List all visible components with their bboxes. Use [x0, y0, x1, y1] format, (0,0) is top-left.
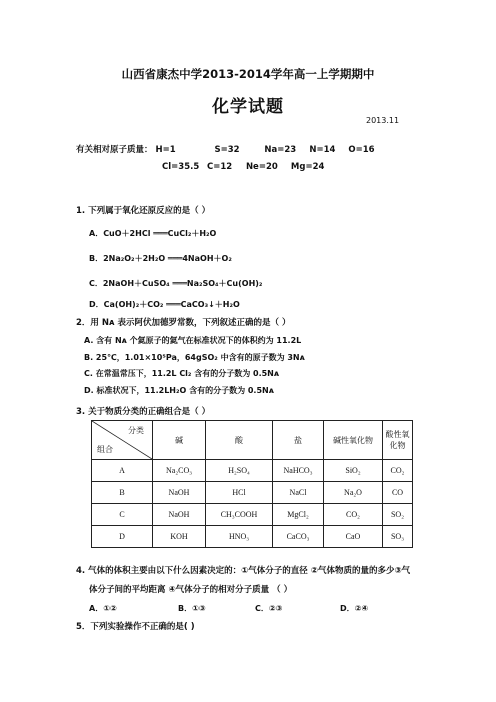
- table-cell: HCl: [206, 482, 273, 504]
- table-cell: CaO: [324, 526, 383, 548]
- mass-o: O=16: [348, 145, 375, 155]
- q2-option-d: D. 标准状况下，11.2LH₂O 含有的分子数为 0.5Nᴀ: [84, 386, 274, 395]
- table-row: [92, 504, 413, 526]
- row-label: C: [92, 504, 153, 526]
- table-cell: CH₃COOH: [206, 504, 273, 526]
- q4-option-b: B．①③: [178, 604, 206, 613]
- atomic-masses-row-2: [162, 162, 324, 172]
- table-cell: HNO₃: [206, 526, 273, 548]
- mass-mg: Mg=24: [290, 162, 325, 172]
- mass-c: C=12: [206, 162, 233, 172]
- classification-table: [91, 420, 413, 548]
- q4-stem-line-1: 4. 气体的体积主要由以下什么因素决定的：①气体分子的直径 ②气体物质的量的多少③气: [76, 566, 411, 576]
- q2-stem: 2．用 Nᴀ 表示阿伏加德罗常数，下列叙述正确的是（ ）: [76, 318, 291, 328]
- table-cell: MgCl₂: [273, 504, 324, 526]
- q2-option-c: C. 在常温常压下，11.2L Cl₂ 含有的分子数为 0.5Nᴀ: [84, 369, 280, 378]
- row-label: D: [92, 526, 153, 548]
- mass-na: Na=23: [264, 145, 297, 155]
- q4-option-c: C．②③: [255, 604, 283, 613]
- q4-stem-line-2: 体分子间的平均距离 ④气体分子的相对分子质量 （ ）: [89, 585, 293, 595]
- table-cell: SO₃: [383, 526, 413, 548]
- table-corner-cell: [92, 421, 153, 460]
- q2-option-b: B. 25℃，1.01×10⁵Pa，64gSO₂ 中含有的原子数为 3Nᴀ: [84, 353, 305, 362]
- col-header-salt: 盐: [273, 421, 324, 460]
- table-cell: CO₂: [324, 504, 383, 526]
- row-label: A: [92, 460, 153, 482]
- table-header-row: [92, 421, 413, 460]
- q1-option-a: A．CuO＋2HCl ═══CuCl₂＋H₂O: [89, 229, 217, 238]
- table-row: [92, 482, 413, 504]
- col-header-basic-oxide: 碱性氧化物: [324, 421, 383, 460]
- atomic-masses-row-1: [76, 143, 375, 155]
- table-cell: Na₂O: [324, 482, 383, 504]
- q5-stem: 5．下列实验操作不正确的是( ): [76, 622, 195, 632]
- table-cell: SiO₂: [324, 460, 383, 482]
- exam-date: 2013.11: [366, 116, 400, 125]
- table-row: [92, 460, 413, 482]
- table-cell: NaHCO₃: [273, 460, 324, 482]
- table-cell: SO₂: [383, 504, 413, 526]
- table-cell: CO₂: [383, 460, 413, 482]
- q3-stem: 3. 关于物质分类的正确组合是（ ）: [76, 407, 211, 417]
- table-cell: KOH: [153, 526, 206, 548]
- table-cell: NaCl: [273, 482, 324, 504]
- school-title: 山西省康杰中学2013-2014学年高一上学期期中: [121, 67, 375, 81]
- table-cell: NaOH: [153, 482, 206, 504]
- table-row: [92, 526, 413, 548]
- q1-option-b: B．2Na₂O₂＋2H₂O ═══4NaOH＋O₂: [89, 254, 232, 263]
- table-cell: Na₂CO₃: [153, 460, 206, 482]
- q1-option-c: C．2NaOH＋CuSO₄ ═══Na₂SO₄＋Cu(OH)₂: [89, 279, 263, 288]
- mass-n: N=14: [309, 145, 336, 155]
- col-header-base: 碱: [153, 421, 206, 460]
- q1-stem: 1. 下列属于氧化还原反应的是（ ）: [76, 206, 211, 216]
- corner-label-bottom: 组合: [97, 445, 113, 454]
- corner-label-top: 分类: [128, 426, 144, 435]
- mass-h: H=1: [155, 145, 176, 155]
- masses-label: 有关相对原子质量：: [76, 145, 153, 155]
- table-cell: H₂SO₄: [206, 460, 273, 482]
- q1-option-d: D．Ca(OH)₂＋CO₂ ═══CaCO₃↓＋H₂O: [89, 300, 240, 309]
- exam-title: 化学试题: [212, 97, 284, 117]
- table-cell: CaCO₃: [273, 526, 324, 548]
- q2-option-a: A. 含有 Nᴀ 个氦原子的氦气在标准状况下的体积约为 11.2L: [84, 336, 302, 345]
- col-header-acid: 酸: [206, 421, 273, 460]
- col-header-acidic-oxide: 酸性氧化物: [383, 421, 413, 460]
- table-cell: NaOH: [153, 504, 206, 526]
- mass-s: S=32: [214, 145, 240, 155]
- q4-option-a: A．①②: [89, 604, 117, 613]
- mass-ne: Ne=20: [245, 162, 278, 172]
- row-label: B: [92, 482, 153, 504]
- mass-cl: Cl=35.5: [162, 162, 200, 172]
- q4-option-d: D．②④: [340, 604, 369, 613]
- table-cell: CO: [383, 482, 413, 504]
